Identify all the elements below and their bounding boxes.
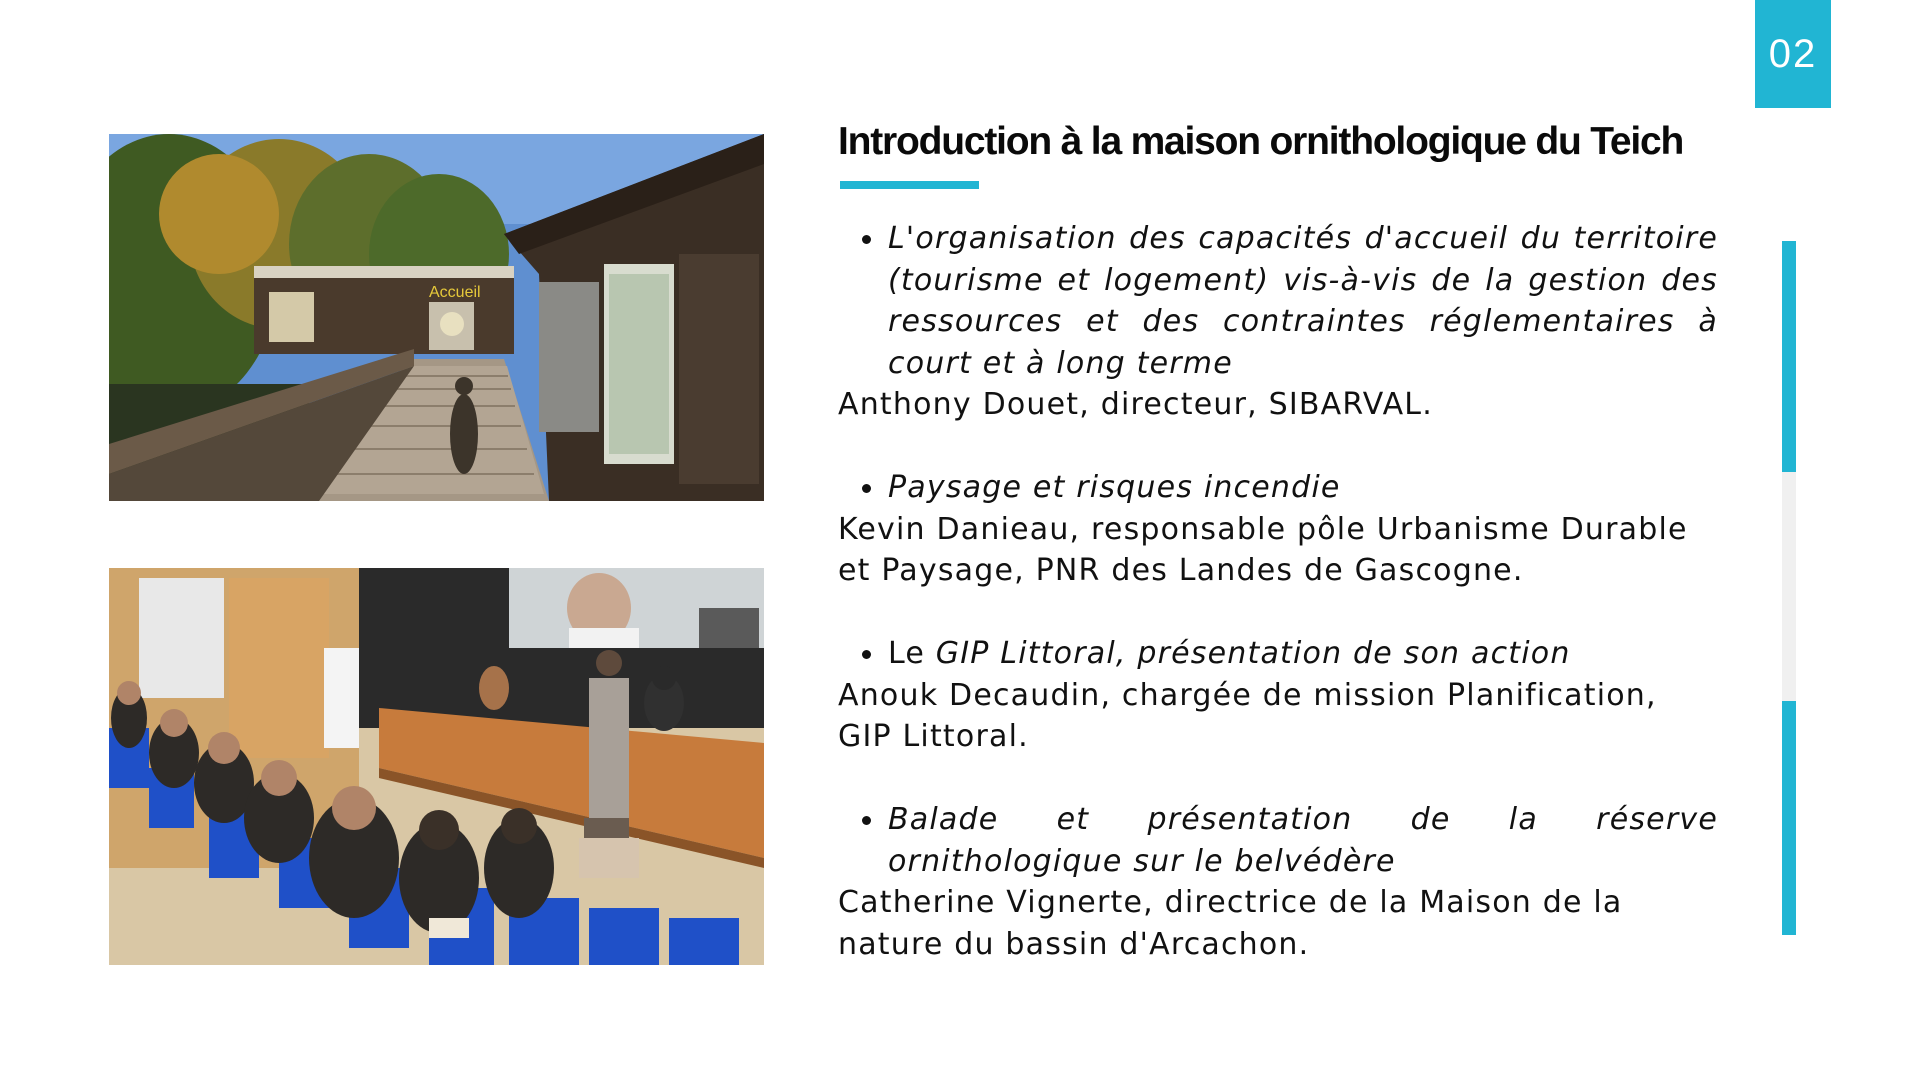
scrollbar-segment-bottom[interactable]	[1782, 701, 1796, 935]
scrollbar-segment-top[interactable]	[1782, 241, 1796, 472]
agenda-speaker: Kevin Danieau, responsable pôle Urbanisme Durable et Paysage, PNR des Landes de Gascogne.	[838, 511, 1688, 588]
agenda-topic: Paysage et risques incendie	[838, 467, 1718, 509]
accueil-sign: Accueil	[429, 284, 481, 301]
photo-conference-audience	[109, 568, 764, 965]
list-item	[838, 799, 1718, 965]
page-number-badge: 02	[1755, 0, 1831, 108]
agenda-speaker: Anthony Douet, directeur, SIBARVAL.	[838, 387, 1433, 422]
agenda-speaker: Catherine Vignerte, directrice de la Maison de la nature du bassin d'Arcachon.	[838, 885, 1623, 962]
agenda-list	[838, 218, 1718, 1007]
agenda-topic: L'organisation des capacités d'accueil du territoire (tourisme et logement) vis-à-vis de la gestion des ressources et des contraintes réglementaires à court et à long terme	[838, 218, 1718, 384]
list-item	[838, 467, 1718, 592]
agenda-speaker: Anouk Decaudin, chargée de mission Planification, GIP Littoral.	[838, 677, 1657, 754]
scrollbar-track[interactable]	[1782, 241, 1796, 935]
agenda-topic-line	[838, 633, 1718, 675]
list-item	[838, 633, 1718, 758]
agenda-topic: GIP Littoral, présentation de son action	[935, 636, 1571, 671]
agenda-topic-prefix: Le	[888, 636, 936, 671]
title-underline	[840, 181, 979, 189]
photo-maison-ornithologique	[109, 134, 764, 501]
list-item	[838, 218, 1718, 426]
agenda-topic: Balade et présentation de la réserve ornithologique sur le belvédère	[838, 799, 1718, 882]
page-title: Introduction à la maison ornithologique du Teich	[838, 120, 1684, 163]
